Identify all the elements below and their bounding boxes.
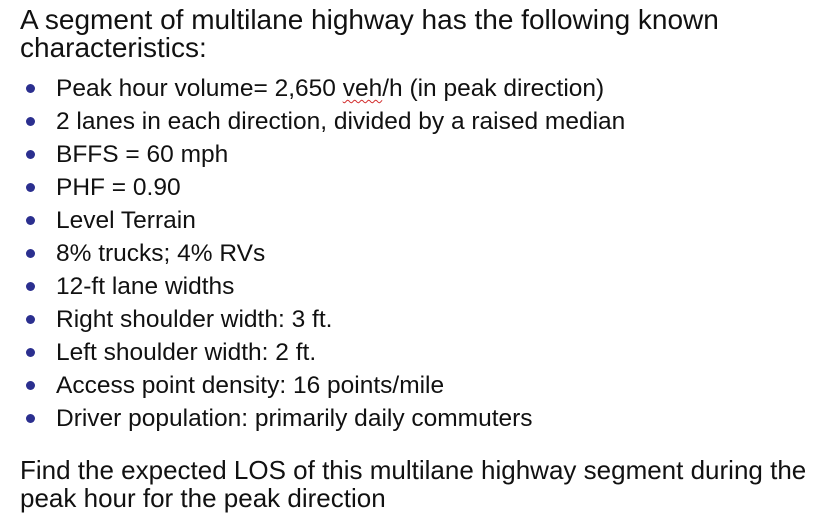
intro-text: A segment of multilane highway has the following known characteristics: [20,4,719,63]
question-text: Find the expected LOS of this multilane highway segment during the peak hour for the peak direction [20,455,807,513]
bullet-icon [26,414,35,423]
item-text: Left shoulder width: 2 ft. [56,339,317,366]
list-item [0,105,813,138]
item-text: Right shoulder width: 3 ft. [56,306,333,333]
list-item [0,204,813,237]
item-text: Level Terrain [56,207,196,234]
list-item [0,138,813,171]
list-item [0,303,813,336]
list-item [0,369,813,402]
item-text: BFFS = 60 mph [56,141,229,168]
spellcheck-marked-word: veh [342,75,383,102]
list-item [0,270,813,303]
bullet-icon [26,84,35,93]
list-item [0,72,813,105]
bullet-icon [26,348,35,357]
item-text-tail: /h (in peak direction) [382,75,605,102]
bullet-icon [26,315,35,324]
list-item [0,402,813,435]
item-text: 2 lanes in each direction, divided by a raised median [56,108,626,135]
item-text: 12-ft lane widths [56,273,235,300]
item-text: Driver population: primarily daily commuters [56,405,533,432]
characteristics-list [0,72,813,435]
item-text: 8% trucks; 4% RVs [56,240,266,267]
item-text: PHF = 0.90 [56,174,181,201]
list-item [0,336,813,369]
bullet-icon [26,381,35,390]
bullet-icon [26,282,35,291]
bullet-icon [26,249,35,258]
item-text: Peak hour volume= 2,650 [56,75,343,102]
item-text: Access point density: 16 points/mile [56,372,445,399]
bullet-icon [26,117,35,126]
bullet-icon [26,216,35,225]
list-item [0,171,813,204]
bullet-icon [26,183,35,192]
bullet-icon [26,150,35,159]
list-item [0,237,813,270]
